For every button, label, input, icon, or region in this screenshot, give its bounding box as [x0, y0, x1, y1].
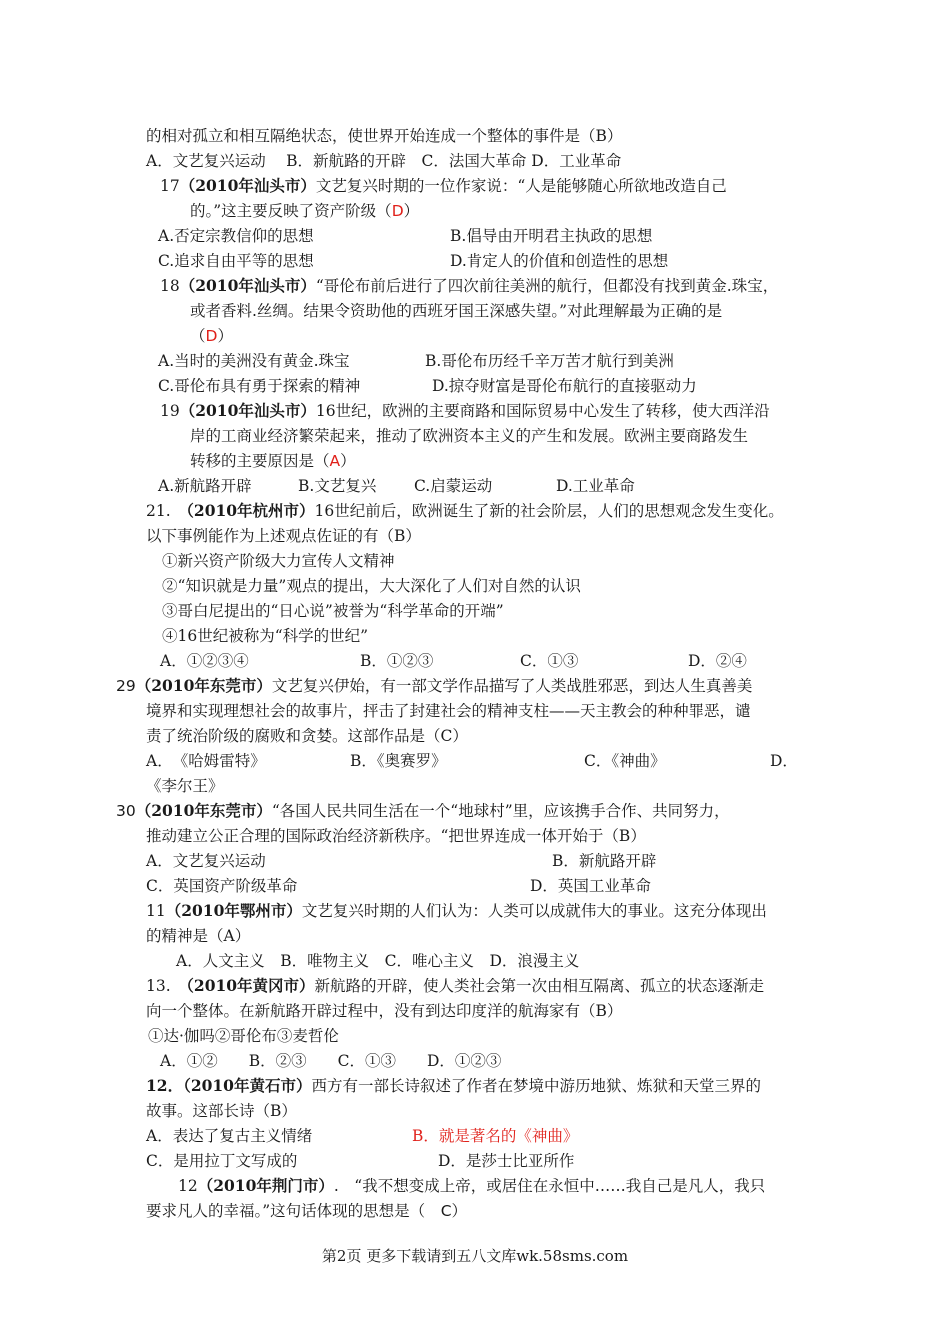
q12a-option-a: A．表达了复古主义情绪	[146, 1127, 313, 1145]
q11-stem-line1	[146, 901, 767, 921]
q17-stem-line2	[190, 201, 419, 221]
q12a-stem1: 西方有一部长诗叙述了作者在梦境中游历地狱、炼狱和天堂三界的	[311, 1077, 761, 1095]
q30-num: 30	[116, 802, 136, 820]
q13-stem-line2: 向一个整体。在新航路开辟过程中，没有到达印度洋的航海家有（B）	[146, 1002, 623, 1020]
q29-option-d: D．	[770, 752, 798, 770]
q13-stem1: 新航路的开辟，使人类社会第一次由相互隔离、孤立的状态逐渐走	[314, 977, 765, 995]
q30-option-c: C．英国资产阶级革命	[146, 877, 298, 895]
q29-stem-line1	[116, 676, 752, 696]
q19-option-a: A.新航路开辟	[158, 477, 252, 495]
q21-stem-line1	[146, 501, 784, 521]
q21-num: 21.	[146, 502, 187, 520]
q29-option-c: C．《神曲》	[584, 752, 666, 770]
q11-source: （2010年鄂州市）	[165, 901, 302, 920]
intro-options: A．文艺复兴运动 B．新航路的开辟 C．法国大革命 D．工业革命	[146, 152, 622, 170]
q19-stem3: 转移的主要原因是（	[190, 452, 330, 470]
q12b-stem2: 要求凡人的幸福。”这句话体现的思想是（	[146, 1202, 441, 1220]
q19-source: （2010年汕头市）	[179, 401, 316, 420]
q29-stem1: 文艺复兴伊始，有一部文学作品描写了人类战胜邪恶，到达人生真善美	[271, 677, 753, 695]
q21-source: （2010年杭州市）	[186, 501, 315, 520]
q17-stem-line1	[160, 176, 727, 196]
q13-options: A．①② B．②③ C．①③ D．①②③	[160, 1052, 502, 1070]
q21-item-2: ②“知识就是力量”观点的提出，大大深化了人们对自然的认识	[162, 577, 581, 595]
q13-items: ①达·伽吗②哥伦布③麦哲伦	[148, 1027, 339, 1045]
q18-stem-line3	[190, 326, 233, 346]
q30-source: （2010年东莞市）	[135, 801, 272, 820]
q19-option-c: C.启蒙运动	[414, 477, 493, 495]
q13-num: 13.	[146, 977, 187, 995]
q12a-num: 12．	[146, 1076, 184, 1095]
q13-source: （2010年黄冈市）	[186, 976, 315, 995]
q18-option-c: C.哥伦布具有勇于探索的精神	[158, 377, 361, 395]
q12a-stem-line1	[146, 1076, 761, 1096]
q19-option-b: B.文艺复兴	[298, 477, 377, 495]
q30-stem-line2: 推动建立公正合理的国际政治经济新秩序。“把世界连成一体开始于（B）	[146, 827, 646, 845]
q30-option-a: A．文艺复兴运动	[146, 852, 266, 870]
q11-num: 11	[146, 902, 166, 920]
q29-stem-line3: 责了统治阶级的腐败和贪婪。这部作品是（C）	[146, 727, 468, 745]
q21-item-3: ③哥白尼提出的“日心说”被誉为“科学革命的开端”	[162, 602, 504, 620]
q12b-stem-line1	[178, 1176, 765, 1196]
q11-options: A．人文主义 B．唯物主义 C．唯心主义 D．浪漫主义	[176, 952, 580, 970]
q30-stem1: “各国人民共同生活在一个“地球村”里，应该携手合作、共同努力，	[271, 802, 730, 820]
q12b-num: 12	[178, 1177, 198, 1195]
q18-option-b: B.哥伦布历经千辛万苦才航行到美洲	[425, 352, 674, 370]
q12a-option-c: C．是用拉丁文写成的	[146, 1152, 298, 1170]
q17-num: 17	[160, 177, 180, 195]
q17-option-a: A.否定宗教信仰的思想	[158, 227, 314, 245]
q29-stem-line2: 境界和实现理想社会的故事片，抨击了封建社会的精神支柱——天主教会的种种罪恶，谴	[146, 702, 751, 720]
q18-option-a: A.当时的美洲没有黄金.珠宝	[158, 352, 350, 370]
q19-num: 19	[160, 402, 180, 420]
q19-stem-line2: 岸的工商业经济繁荣起来，推动了欧洲资本主义的产生和发展。欧洲主要商路发生	[190, 427, 749, 445]
q21-option-d: D．②④	[688, 652, 747, 670]
q12a-option-b: B．就是著名的《神曲》	[412, 1127, 579, 1145]
q12a-option-d: D．是莎士比亚所作	[438, 1152, 575, 1170]
q19-option-d: D.工业革命	[556, 477, 635, 495]
q18-stem1: “哥伦布前后进行了四次前往美洲的航行，但都没有找到黄金.珠宝，	[315, 277, 779, 295]
q11-stem1: 文艺复兴时期的人们认为：人类可以成就伟大的事业。这充分体现出	[301, 902, 767, 920]
q19-stem1: 16世纪，欧洲的主要商路和国际贸易中心发生了转移，使大西洋沿	[315, 402, 770, 420]
q12b-answer: C	[440, 1202, 452, 1220]
q30-option-d: D．英国工业革命	[530, 877, 651, 895]
q19-stem3-close: ）	[340, 452, 356, 470]
q12b-stem1: . “我不想变成上帝，或居住在永恒中……我自己是凡人，我只	[333, 1177, 766, 1195]
q18-stem3-close: ）	[217, 327, 233, 345]
q17-answer: D	[391, 202, 404, 220]
q13-stem-line1	[146, 976, 764, 996]
q17-option-d: D.肯定人的价值和创造性的思想	[450, 252, 669, 270]
q12a-source: （2010年黄石市）	[183, 1076, 312, 1095]
q19-stem-line1	[160, 401, 770, 421]
q21-stem-line2: 以下事例能作为上述观点佐证的有（B）	[146, 527, 421, 545]
q21-option-c: C．①③	[520, 652, 579, 670]
q12b-stem-line2	[146, 1201, 467, 1221]
q18-stem3-open: （	[190, 327, 206, 345]
q30-option-b: B．新航路开辟	[552, 852, 657, 870]
q29-option-a: A． 《哈姆雷特》	[146, 752, 266, 770]
q21-item-1: ①新兴资产阶级大力宣传人文精神	[162, 552, 395, 570]
q17-stem1: 文艺复兴时期的一位作家说：“人是能够随心所欲地改造自己	[315, 177, 727, 195]
q29-source: （2010年东莞市）	[135, 676, 272, 695]
q29-option-b: B．《奥赛罗》	[350, 752, 447, 770]
q17-option-b: B.倡导由开明君主执政的思想	[450, 227, 653, 245]
q17-stem2: 的。”这主要反映了资产阶级（	[190, 202, 392, 220]
q21-option-b: B．①②③	[360, 652, 434, 670]
q18-num: 18	[160, 277, 180, 295]
q21-stem1: 16世纪前后，欧洲诞生了新的社会阶层，人们的思想观念发生变化。	[314, 502, 784, 520]
q17-stem2-close: ）	[403, 202, 420, 220]
intro-line: 的相对孤立和相互隔绝状态，使世界开始连成一个整体的事件是（B）	[146, 127, 623, 145]
q18-stem-line2: 或者香料.丝绸。结果令资助他的西班牙国王深感失望。”对此理解最为正确的是	[190, 302, 723, 320]
page-footer: 第2页 更多下载请到五八文库wk.58sms.com	[321, 1247, 629, 1265]
q12b-source: （2010年荆门市）	[197, 1176, 334, 1195]
q19-stem-line3	[190, 451, 356, 471]
q30-stem-line1	[116, 801, 730, 821]
q18-stem-line1	[160, 276, 778, 296]
q21-option-a: A．①②③④	[160, 652, 249, 670]
q18-source: （2010年汕头市）	[179, 276, 316, 295]
q17-option-c: C.追求自由平等的思想	[158, 252, 314, 270]
q19-answer: A	[329, 452, 341, 470]
q18-answer: D	[205, 327, 218, 345]
q12a-stem-line2: 故事。这部长诗（B）	[146, 1102, 297, 1120]
q12b-stem2-close: ）	[451, 1202, 468, 1220]
q11-stem-line2: 的精神是（A）	[146, 927, 251, 945]
q29-num: 29	[116, 677, 136, 695]
q18-option-d: D.掠夺财富是哥伦布航行的直接驱动力	[432, 377, 697, 395]
q17-source: （2010年汕头市）	[179, 176, 316, 195]
q29-option-d-text: 《李尔王》	[146, 777, 224, 795]
q21-item-4: ④16世纪被称为“科学的世纪”	[162, 627, 369, 645]
